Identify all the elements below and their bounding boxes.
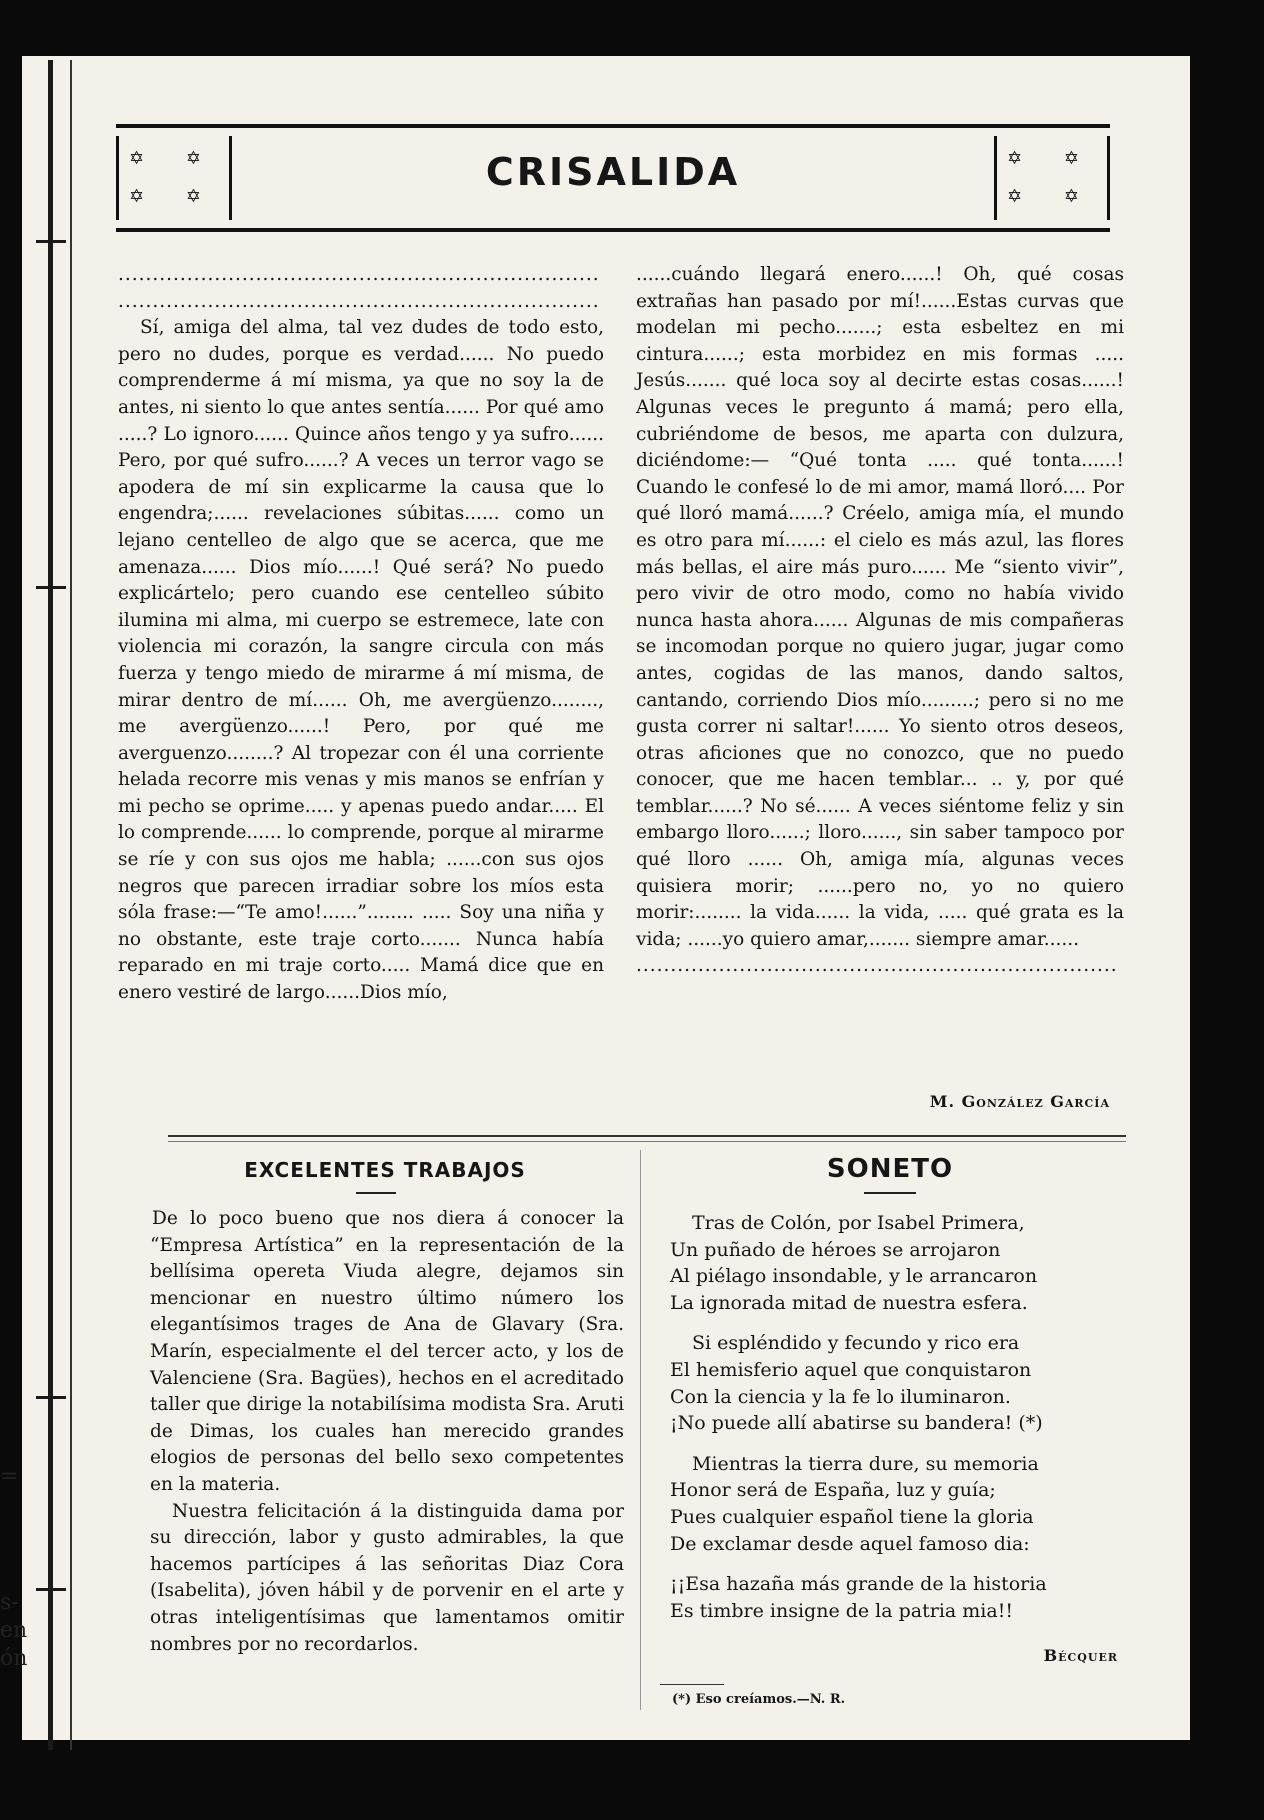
stanza <box>670 1451 1130 1557</box>
article-paragraph: Nuestra felicitación á la distinguida dama por su dirección, labor y gusto admirables, la que hacemos partícipes á las señoritas Diaz Cora (Isabelita), jóven hábil y de porvenir en el arte y otras inteligentísimas que lamentamos omitir nombres por no recordarlos. <box>150 1500 624 1655</box>
stanza <box>670 1330 1130 1436</box>
poem-line: Con la ciencia y la fe lo iluminaron. <box>670 1385 1011 1408</box>
poem-line: Mientras la tierra dure, su memoria <box>692 1452 1039 1475</box>
ellipsis-line: ...................................................................... <box>636 955 1118 977</box>
gutter-line <box>70 60 72 1750</box>
poem-line: Es timbre insigne de la patria mia!! <box>670 1599 1013 1622</box>
star-ornament-icon: ✡ ✡ <box>129 148 219 169</box>
binding-spine <box>48 60 53 1750</box>
title-rule <box>356 1192 396 1194</box>
section-divider <box>168 1135 1126 1137</box>
article-signature: M. González García <box>929 1092 1110 1111</box>
star-ornament-icon: ✡ ✡ <box>1007 148 1097 169</box>
article-paragraph: Sí, amiga del alma, tal vez dudes de todo esto, pero no dudes, porque es verdad...... No puedo comprenderme á mí misma, ya que no soy la de antes, ni siento lo que antes sentía...... Por qué amo .....? Lo ignoro...... Quince años tengo y ya sufro...... Pero, por qué sufro......? A veces un terror vago se apodera de mí sin explicarme la causa que lo engendra;...... revelaciones súbitas...... como un lejano centelleo de algo que se acerca, que me amenaza...... Dios mío......! Qué será? No puedo explicártelo; pero cuando ese centelleo súbito ilumina mi alma, mi cuerpo se estremece, late con violencia mi corazón, la sangre circula con más fuerza y tengo miedo de mirarme á mí misma, de mirar dentro de mí...... Oh, me avergüenzo........, me avergüenzo......! Pero, por qué me averguenzo........? Al tropezar con él una corriente helada recorre mis venas y mis manos se enfrían y mi pecho se oprime..... y apenas puedo andar..... El lo comprende...... lo comprende, porque al mirarme se ríe y con sus ojos me habla; ......con sus ojos negros que parecen irradiar sobre los míos esta sóla frase:—“Te amo!......”........ ..... Soy una niña y no obstante, este traje corto....... Nunca había reparado en mi traje corto..... Mamá dice que en enero vestiré de largo......Dios mío, <box>118 317 604 1004</box>
poem-line: La ignorada mitad de nuestra esfera. <box>670 1291 1028 1314</box>
spine-mark <box>36 240 66 243</box>
neighbor-page-fragment: s- <box>0 1590 19 1615</box>
neighbor-page-fragment: = <box>0 1464 19 1489</box>
poem-line: Un puñado de héroes se arrojaron <box>670 1238 1001 1261</box>
neighbor-page-fragment: en <box>0 1618 28 1643</box>
poem-line: ¡No puede allí abatirse su bandera! (*) <box>670 1412 1043 1435</box>
article-column-left <box>118 262 604 1007</box>
article-column-right <box>636 262 1124 980</box>
sonnet <box>670 1210 1130 1638</box>
section-title: EXCELENTES TRABAJOS <box>244 1158 526 1182</box>
masthead-title: CRISALIDA <box>485 150 741 194</box>
title-rule <box>864 1192 916 1194</box>
spine-mark <box>36 586 66 589</box>
poem-line: Al piélago insondable, y le arrancaron <box>670 1265 1038 1288</box>
poem-line: El hemisferio aquel que conquistaron <box>670 1358 1032 1381</box>
poem-title: SONETO <box>826 1154 954 1184</box>
ellipsis-line: ...................................................................... <box>118 290 600 312</box>
poem-line: Honor será de España, luz y guía; <box>670 1479 996 1502</box>
star-ornament-icon: ✡ ✡ <box>1007 186 1097 207</box>
stanza <box>670 1571 1130 1624</box>
footnote: (*) Eso creíamos.—N. R. <box>672 1692 846 1707</box>
poem-line: Tras de Colón, por Isabel Primera, <box>692 1212 1025 1234</box>
section-divider <box>168 1141 1126 1142</box>
poem-author: Bécquer <box>1043 1646 1118 1665</box>
footnote-rule <box>660 1684 724 1685</box>
star-ornament-icon: ✡ ✡ <box>129 186 219 207</box>
masthead <box>116 124 1110 232</box>
column-divider <box>640 1150 641 1710</box>
poem-line: De exclamar desde aquel famoso dia: <box>670 1532 1030 1555</box>
stanza <box>670 1210 1130 1316</box>
article-paragraph: ......cuándo llegará enero......! Oh, qué cosas extrañas han pasado por mí!......Estas curvas que modelan mi pecho.......; esta esbeltez en mi cintura......; esta morbidez en mis formas ..... Jesús....... qué loca soy al decirte estas cosas......! Algunas veces le pregunto á mamá; pero ella, cubriéndome de besos, me aparta con dulzura, diciéndome:— “Qué tonta ..... qué tonta......! Cuando le confesé lo de mi amor, mamá lloró.... Por qué lloró mamá......? Créelo, amiga mía, el mundo es otro para mí......: el cielo es más azul, las flores más bellas, el aire más puro...... Me “siento vivir”, pero vivir de otro modo, como no había vivido nunca hasta ahora...... Algunas de mis compañeras se incomodan porque no quiero jugar, jugar como antes, cogidas de las manos, dando saltos, cantando, corriendo Dios mío.........; pero si no me gusta correr ni saltar!...... Yo siento otros deseos, otras aficiones que no conozco, que no puedo conocer, que me hacen temblar... .. y, por qué temblar......? No sé...... A veces siéntome feliz y sin embargo lloro......; lloro......, sin saber tampoco por qué lloro ...... Oh, amiga mía, algunas veces quisiera morir; ......pero no, yo no quiero morir:........ la vida...... la vida, ..... qué grata es la vida; ......yo quiero amar,....... siempre amar...... <box>636 264 1124 950</box>
article-excelentes-trabajos <box>150 1206 624 1658</box>
poem-line: Si espléndido y fecundo y rico era <box>692 1332 1020 1355</box>
masthead-ornament-right <box>994 136 1110 220</box>
spine-mark <box>36 1588 66 1591</box>
poem-line: ¡¡Esa hazaña más grande de la historia <box>670 1573 1047 1596</box>
ellipsis-line: ...................................................................... <box>118 264 600 285</box>
neighbor-page-fragment: ón <box>0 1646 28 1671</box>
poem-line: Pues cualquier español tiene la gloria <box>670 1505 1034 1528</box>
spine-mark <box>36 1396 66 1399</box>
article-paragraph: De lo poco bueno que nos diera á conocer la “Empresa Artística” en la representación de la bellísima opereta Viuda alegre, dejamos sin mencionar en nuestro último número los elegantísimos trages de Ana de Glavary (Sra. Marín, especialmente el del tercer acto, y los de Valenciene (Sra. Bagües), hechos en el acreditado taller que dirige la notabilísima modista Sra. Aruti de Dimas, los cuales han merecido grandes elogios de personas del bello sexo competentes en la materia. <box>150 1208 624 1495</box>
